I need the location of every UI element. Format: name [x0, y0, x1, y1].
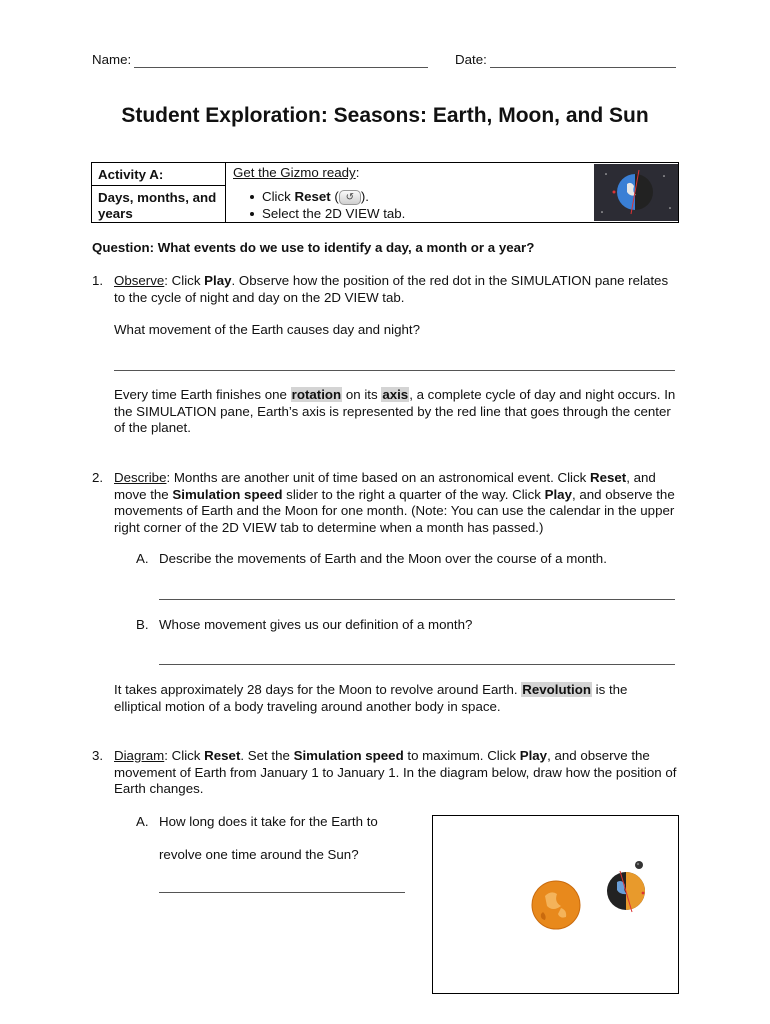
item2-a-letter: A.: [136, 551, 149, 566]
item2-b-answer-line[interactable]: [159, 650, 675, 665]
name-field[interactable]: [134, 52, 428, 68]
activity-label: Activity A:: [98, 167, 164, 182]
item2-b-letter: B.: [136, 617, 149, 632]
item1-number: 1.: [92, 273, 104, 288]
activity-box: [91, 162, 679, 223]
item3-a-question-line2: revolve one time around the Sun?: [159, 847, 359, 862]
reset-icon: ↺: [339, 190, 361, 205]
date-label: Date:: [455, 52, 487, 67]
guiding-question: Question: What events do we use to identify a day, a month or a year?: [92, 240, 535, 255]
page-title: Student Exploration: Seasons: Earth, Moon, and Sun: [121, 104, 649, 127]
item1-instructions: Observe: Click Play. Observe how the position of the red dot in the SIMULATION pane relates to the cycle of night and day on the 2D VIEW tab.: [114, 273, 669, 305]
item3-a-answer-line[interactable]: [159, 878, 405, 893]
item2-instructions: Describe: Months are another unit of time based on an astronomical event. Click Reset, and move the Simulation speed slider to the right a quarter of the way. Click Play, and observe the movements of Earth and the Moon for one month. (Note: You can use the calendar in the upper right corner of the 2D VIEW tab to determine when a month has passed.): [114, 470, 675, 535]
activity-title: Days, months, and years: [98, 190, 217, 221]
orbit-diagram-box[interactable]: [432, 815, 679, 994]
item1-prompt: What movement of the Earth causes day and night?: [114, 322, 421, 337]
item2-b-question: Whose movement gives us our definition of a month?: [159, 617, 473, 632]
sun-icon: [532, 881, 580, 929]
item3-instructions: Diagram: Click Reset. Set the Simulation speed to maximum. Click Play, and observe the movement of Earth from January 1 to January 1. In the diagram below, draw how the position of Earth changes.: [114, 748, 677, 796]
orbit-diagram-canvas: [433, 816, 678, 993]
earth-thumbnail-icon: [594, 164, 678, 221]
gizmo-ready-heading: Get the Gizmo ready:: [233, 165, 360, 180]
item1-info: Every time Earth finishes one rotation on its axis, a complete cycle of day and night occurs. In the SIMULATION pane, Earth’s axis is represented by the red line that goes through the center of the planet.: [114, 387, 676, 435]
item2-number: 2.: [92, 470, 104, 485]
item2-a-answer-line[interactable]: [159, 585, 675, 600]
item1-answer-line[interactable]: [114, 356, 675, 371]
bullet-reset: Click Reset ( ↺ ).: [250, 189, 369, 205]
item2-info: It takes approximately 28 days for the Moon to revolve around Earth. Revolution is the elliptical motion of a body traveling around another body in space.: [114, 682, 628, 714]
earth-icon: [607, 871, 645, 912]
date-field[interactable]: [490, 52, 676, 68]
item3-a-question-line1: How long does it take for the Earth to: [159, 814, 378, 829]
name-label: Name:: [92, 52, 132, 67]
item3-number: 3.: [92, 748, 104, 763]
item3-a-letter: A.: [136, 814, 149, 829]
bullet-2d-view: Select the 2D VIEW tab.: [250, 206, 405, 221]
item2-a-question: Describe the movements of Earth and the Moon over the course of a month.: [159, 551, 607, 566]
moon-icon: [635, 861, 643, 869]
